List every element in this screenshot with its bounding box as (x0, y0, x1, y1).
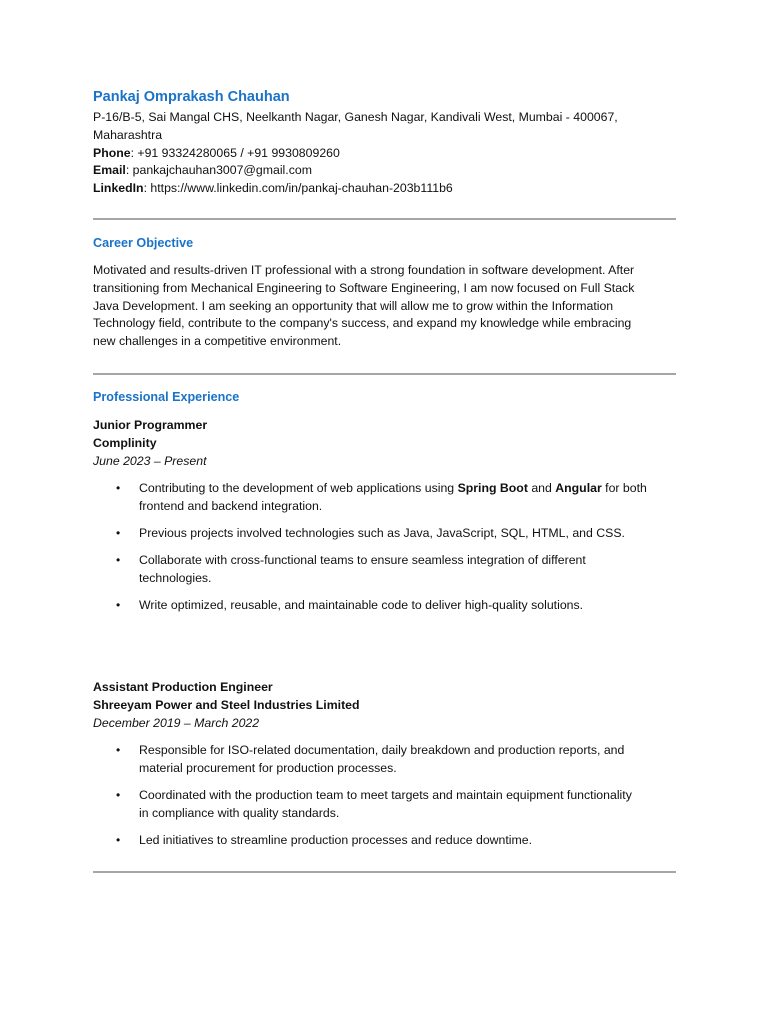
job-bullet-list (93, 480, 677, 625)
job-dates: June 2023 – Present (93, 453, 207, 468)
bullet-line: Collaborate with cross-functional teams to ensure seamless integration of different (139, 553, 586, 568)
objective-line: Motivated and results-driven IT professional with a strong foundation in software development. After (93, 263, 635, 277)
objective-line: transitioning from Mechanical Engineering to Software Engineering, I am now focused on Full Stack (93, 280, 635, 295)
bullet-icon: • (116, 788, 121, 803)
job-title: Junior Programmer (93, 418, 208, 432)
list-item (93, 480, 677, 516)
bullet-line: Responsible for ISO-related documentation, daily breakdown and production reports, and (139, 743, 625, 757)
bullet-line: frontend and backend integration. (139, 498, 323, 513)
bullet-text-bold: Angular (555, 481, 602, 495)
objective-line: new challenges in a competitive environment. (93, 334, 342, 349)
bullet-text: for both (601, 481, 647, 495)
list-item (93, 832, 677, 850)
linkedin-label: LinkedIn (93, 181, 144, 196)
list-item (93, 787, 677, 823)
career-objective-text (93, 262, 677, 351)
bullet-icon: • (116, 553, 121, 568)
company-name: Complinity (93, 435, 157, 450)
objective-line: Java Development. I am seeking an opportunity that will allow me to grow within the Information (93, 298, 614, 313)
bullet-line: Previous projects involved technologies such as Java, JavaScript, SQL, HTML, and CSS. (139, 526, 625, 541)
job-header (93, 679, 677, 732)
phone-value: : +91 93324280065 / +91 9930809260 (130, 145, 340, 160)
bullet-text-bold: Spring Boot (457, 481, 528, 495)
phone-line (93, 145, 677, 163)
address-line-2: Maharashtra (93, 127, 163, 142)
bullet-icon: • (116, 743, 121, 757)
section-divider (93, 373, 676, 375)
email-label: Email (93, 163, 126, 178)
bullet-line: Led initiatives to streamline production processes and reduce downtime. (139, 833, 533, 848)
linkedin-value: : https://www.linkedin.com/in/pankaj-chauhan-203b111b6 (143, 181, 453, 196)
bullet-icon: • (116, 598, 121, 613)
bullet-line: Write optimized, reusable, and maintainable code to deliver high-quality solutions. (139, 598, 584, 613)
candidate-name: Pankaj Omprakash Chauhan (93, 89, 290, 105)
bullet-line: material procurement for production processes. (139, 760, 397, 775)
job-bullet-list (93, 742, 677, 859)
job-dates: December 2019 – March 2022 (93, 715, 260, 730)
list-item (93, 525, 677, 543)
bullet-icon: • (116, 833, 121, 848)
bullet-icon: • (116, 481, 121, 495)
bullet-line: in compliance with quality standards. (139, 805, 340, 820)
section-divider (93, 218, 676, 220)
list-item (93, 742, 677, 778)
bullet-text: Contributing to the development of web applications using (139, 481, 458, 495)
bullet-icon: • (116, 526, 121, 541)
job-title: Assistant Production Engineer (93, 680, 273, 694)
section-divider (93, 871, 676, 873)
career-objective-heading: Career Objective (93, 236, 194, 250)
bullet-line: technologies. (139, 571, 212, 586)
email-line (93, 162, 677, 180)
address-line-1: P-16/B-5, Sai Mangal CHS, Neelkanth Nagar, Ganesh Nagar, Kandivali West, Mumbai - 400067, (93, 110, 618, 124)
contact-block (93, 109, 677, 198)
list-item (93, 597, 677, 615)
list-item (93, 552, 677, 588)
professional-experience-heading: Professional Experience (93, 390, 240, 404)
email-value: : pankajchauhan3007@gmail.com (125, 163, 312, 178)
company-name: Shreeyam Power and Steel Industries Limited (93, 697, 360, 712)
objective-line: Technology field, contribute to the company's success, and expand my knowledge while embracing (93, 316, 632, 331)
bullet-line: Coordinated with the production team to meet targets and maintain equipment functionality (139, 788, 632, 803)
bullet-text: and (527, 481, 556, 495)
bullet-line (139, 480, 677, 498)
phone-label: Phone (93, 145, 131, 160)
job-header (93, 417, 677, 470)
linkedin-line (93, 180, 677, 198)
